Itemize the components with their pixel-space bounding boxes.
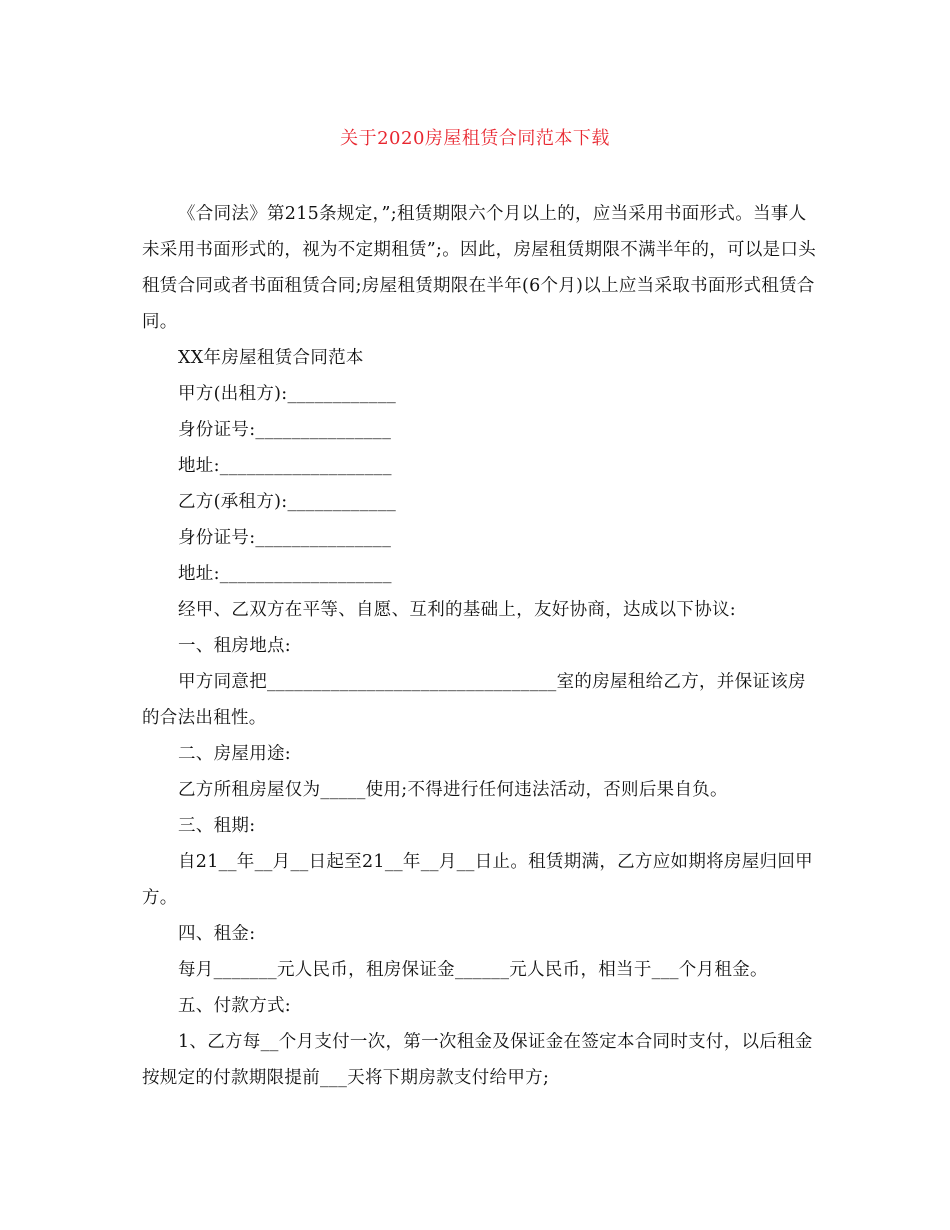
section-text-payment-1: 1、乙方每__个月支付一次，第一次租金及保证金在签定本合同时支付，以后租金按规定的付款期限提前___天将下期房款支付给甲方; (142, 1032, 813, 1088)
section-heading-term: 三、租期: (178, 816, 256, 836)
section-heading-location: 一、租房地点: (178, 636, 291, 656)
paragraph-intro: 《合同法》第215条规定，”;租赁期限六个月以上的，应当采用书面形式。当事人未采用书面形式的，视为不定期租赁”;。因此，房屋租赁期限不满半年的，可以是口头租赁合同或者书面租赁合同;房屋租赁期限在半年(6个月)以上应当采取书面形式租赁合同。 (142, 204, 817, 332)
section-text-rent: 每月_______元人民币，租房保证金______元人民币，相当于___个月租金。 (178, 960, 768, 980)
section-heading-usage: 二、房屋用途: (178, 744, 291, 764)
paragraph-contract-heading: XX年房屋租赁合同范本 (178, 348, 364, 368)
party-b-field: 乙方(承租方):____________ (178, 492, 397, 512)
section-text-location: 甲方同意把________________________________室的房屋租给乙方，并保证该房的合法出租性。 (142, 672, 806, 728)
section-text-usage: 乙方所租房屋仅为_____使用;不得进行任何违法活动，否则后果自负。 (178, 780, 728, 800)
document-body (142, 196, 822, 1096)
party-a-field: 甲方(出租方):____________ (178, 384, 397, 404)
document-title: 关于2020房屋租赁合同范本下载 (340, 128, 610, 149)
section-text-term: 自21__年__月__日起至21__年__月__日止。租赁期满，乙方应如期将房屋归回甲方。 (142, 852, 813, 908)
party-b-id-field: 身份证号:_______________ (178, 528, 392, 548)
party-a-id-field: 身份证号:_______________ (178, 420, 392, 440)
section-heading-payment: 五、付款方式: (178, 996, 291, 1016)
section-heading-rent: 四、租金: (178, 924, 256, 944)
agreement-statement: 经甲、乙双方在平等、自愿、互利的基础上，友好协商，达成以下协议: (178, 600, 736, 620)
party-a-address-field: 地址:___________________ (178, 456, 392, 476)
party-b-address-field: 地址:___________________ (178, 564, 392, 584)
